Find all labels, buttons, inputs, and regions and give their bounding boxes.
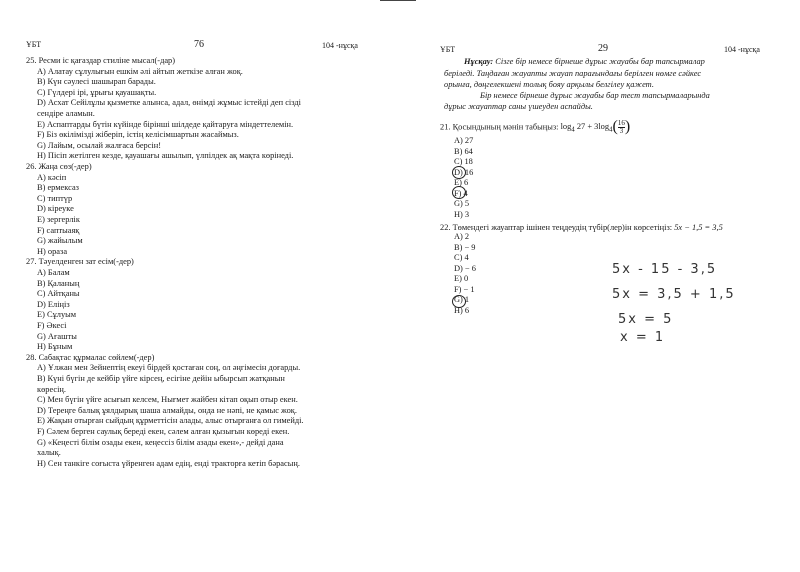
handwritten-line: 5х = 3,5 + 1,5 <box>612 287 736 302</box>
answer-option: A) 27 <box>454 136 474 145</box>
answer-option: F) 4 <box>454 188 468 198</box>
answer-option: G) 1 <box>454 295 470 304</box>
answer-option: көресің. <box>37 384 66 394</box>
log-base-b: 4 <box>609 126 613 135</box>
answer-option: G) Лайым, осылай жалғаса берсін! <box>37 140 162 150</box>
right-header-label: ҰБТ <box>440 45 456 54</box>
answer-option: B) Күн сәулесі шашырап барады. <box>37 77 156 87</box>
answer-mark-circle-f <box>452 186 466 199</box>
answer-option: E) зергерлік <box>37 215 80 224</box>
handwritten-line: 5х - 15 - 3,5 <box>612 262 718 277</box>
answer-mark-circle-g <box>452 295 466 308</box>
question-22-equation: 5x − 1,5 = 3,5 <box>674 223 723 232</box>
fraction <box>618 120 625 135</box>
right-page <box>400 0 800 572</box>
answer-option: A) кәсіп <box>37 172 67 182</box>
answer-option: сендіре аламын. <box>37 109 95 118</box>
handwritten-line: х = 1 <box>620 330 666 345</box>
answer-option: F) Сәлем берген саулық береді екен, сәлем алған қызығын көреді екен. <box>37 427 290 436</box>
answer-option: D) Тереңге балық ұялдырық шаша алмайды, онда не нәпі, не қамыс жоқ. <box>37 405 297 415</box>
question-heading: 26. Жаңа сөз(-дер) <box>26 162 92 171</box>
answer-option: A) Балам <box>37 268 70 277</box>
fraction-denominator: 3 <box>619 127 624 135</box>
answer-option: A) Ұлжан мен Зейнептің екеуі бірдей қостаған соң, ол әңгімесін доғарды. <box>37 363 301 373</box>
answer-option: халық. <box>37 448 61 458</box>
handwritten-line: 5х = 5 <box>618 312 674 327</box>
instruction-line-3: орынға, дөңгелекшені толық бояу арқылы белгілеу қажет. <box>444 80 654 89</box>
log-b: 27 + 3log <box>576 122 610 132</box>
right-page-number: 29 <box>598 43 608 54</box>
answer-option: E) Сұлуым <box>37 310 77 320</box>
instruction-label: Нұсқау: <box>464 57 494 66</box>
right-header-variant: 104 -нұсқа <box>724 45 760 54</box>
fraction-numerator: 16 <box>617 119 625 127</box>
answer-option: B) ермексаз <box>37 183 79 193</box>
answer-option: D) кіреуке <box>37 204 74 214</box>
answer-option: B) Күні бүгін де кейбір үйге кірсең, есігіне дейін ыбырсып жатқанын <box>37 374 285 383</box>
answer-option: B) 64 <box>454 146 473 156</box>
answer-option: E) Жақын отырған сыйдың құрметтісін алады, алыс отырғанға ол гимейді. <box>37 416 304 426</box>
answer-option: H) Пісіп жетілген кезде, қауашағы ашылып, үлпілдек ақ мақта көрінеді. <box>37 151 294 161</box>
answer-option: A) Алатау сұлулығын ешкім әлі айтып жеткізе алған жоқ. <box>37 66 243 76</box>
left-page-number: 76 <box>194 39 204 50</box>
answer-option: C) 18 <box>454 157 473 166</box>
question-heading: 25. Ресми іс қағаздар стиліне мысал(-дар) <box>26 56 176 65</box>
instruction-line-5: дұрыс жауаптар саны үшеуден аспайды. <box>444 102 593 111</box>
answer-option: E) Аспаптарды бүтін күйінде бірінші шілдеде қайтаруға міндеттелемін. <box>37 119 294 129</box>
answer-option: D) − 6 <box>454 263 476 273</box>
left-header-label: ҰБТ <box>26 40 42 49</box>
instruction-text-1: Сізге бір немесе бірнеше дұрыс жауабы бар тапсырмалар <box>493 57 705 66</box>
answer-mark-circle-d <box>452 166 466 179</box>
answer-option: F) саптыаяқ <box>37 225 80 235</box>
answer-option: H) ораза <box>37 246 68 256</box>
question-heading: 28. Сабақтас құрмалас сөйлем(-дер) <box>26 352 155 362</box>
answer-option: G) 5 <box>454 199 470 208</box>
answer-option: B) Қаланың <box>37 278 80 288</box>
answer-option: C) Мен бүгін үйге асығып келсем, Нығмет жайбен кітап оқып отыр екен. <box>37 395 298 405</box>
answer-option: E) 6 <box>454 178 469 187</box>
question-21-expression: $\log_4 27 + 3\log_4$( $\frac{16}{3}$ ) <box>560 118 631 136</box>
question-21 <box>440 120 630 135</box>
answer-option: G) «Кеңесті білім озады екен, кеңессіз білім азады екен»,- дейді дана <box>37 437 284 447</box>
answer-option: A) 2 <box>454 232 470 241</box>
answer-option: F) Әкесі <box>37 321 67 330</box>
answer-option: D) Еліңіз <box>37 299 70 309</box>
answer-option: G) жайылым <box>37 236 83 246</box>
question-heading: 27. Тәуелденген зат есім(-дер) <box>26 257 134 267</box>
answer-option: H) 6 <box>454 305 470 315</box>
answer-option: C) Айтқаны <box>37 289 80 299</box>
answer-option: D) Асхат Сейілұлы қызметке алынса, адал, өнімді жұмыс істейді деп сізді <box>37 98 301 108</box>
answer-option: F) Біз өкілімізді жіберіп, істің келісімшартын жасаймыз. <box>37 130 239 140</box>
question-21-text: 21. Қосындының мәнін табыңыз: <box>440 122 559 132</box>
log-a: log <box>560 122 572 132</box>
answer-option: H) 3 <box>454 209 470 219</box>
answer-option: G) Ағашты <box>37 331 77 341</box>
answer-option: B) − 9 <box>454 242 476 252</box>
question-22 <box>440 223 723 233</box>
answer-option: E) 0 <box>454 274 469 283</box>
answer-option: C) типтүр <box>37 193 73 203</box>
answer-option: C) Гүлдері ірі, ұрығы қауашақты. <box>37 87 157 97</box>
instruction-line-2: беріледі. Таңдаған жауапты жауап парағындағы берілген нөмге сәйкес <box>444 69 702 78</box>
left-header-variant: 104 -нұсқа <box>322 41 358 50</box>
answer-option: H) Бұным <box>37 342 73 352</box>
answer-option: D) 16 <box>454 167 474 177</box>
answer-option: C) 4 <box>454 253 469 262</box>
log-base-a: 4 <box>571 126 575 135</box>
answer-option: H) Сен танкіге соғыста үйренген адам едің, енді тракторға кетіп бәрасың. <box>37 458 300 468</box>
instruction-line-1 <box>464 57 705 67</box>
instruction-line-4: Бір немесе бірнеше дұрыс жауабы бар тест тапсырмаларында <box>480 91 710 100</box>
answer-option: F) − 1 <box>454 284 475 294</box>
question-22-text: 22. Төмендегі жауаптар ішінен теңдеудің түбір(лер)ін көрсетіңіз: <box>440 223 673 232</box>
